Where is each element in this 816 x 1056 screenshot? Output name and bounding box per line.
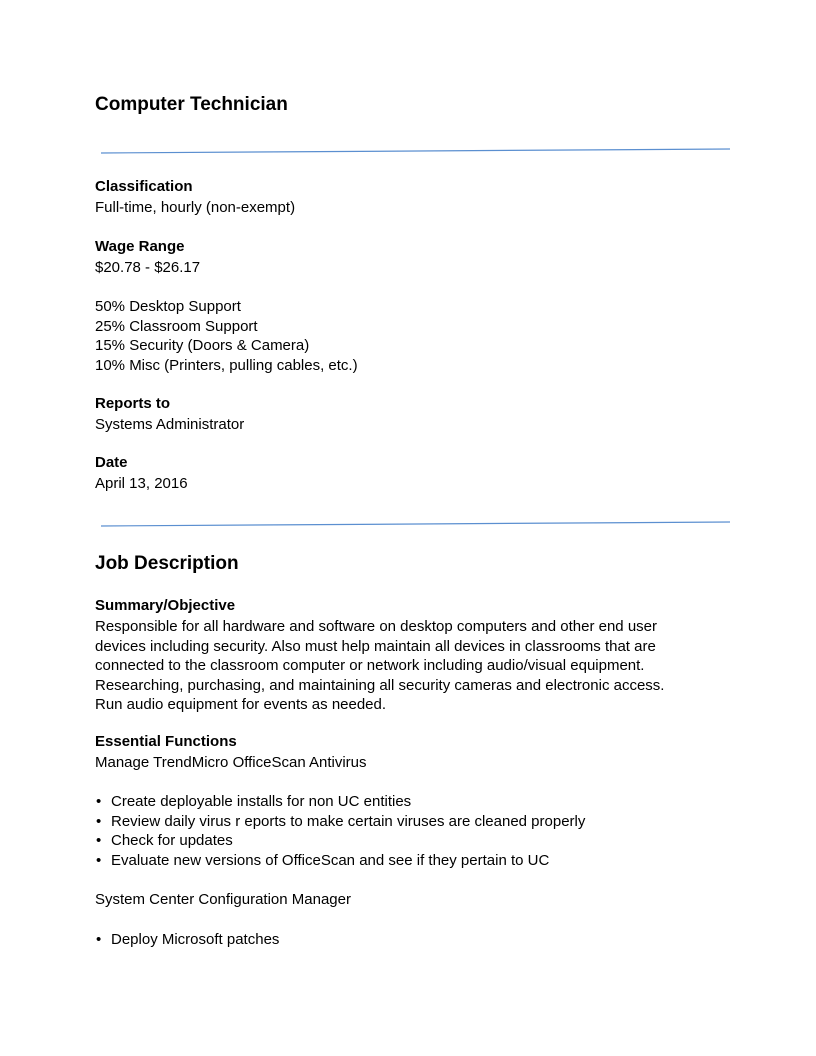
summary-label: Summary/Objective: [95, 597, 236, 614]
list-item: • Create deployable installs for non UC entities: [96, 793, 412, 810]
summary-line: connected to the classroom computer or network including audio/visual equipment.: [95, 657, 645, 675]
bullet-icon: •: [96, 832, 102, 850]
summary-line: Run audio equipment for events as needed.: [95, 696, 387, 714]
group2-bullet-list: [95, 930, 279, 950]
bullet-icon: •: [96, 851, 102, 869]
date-label: Date: [95, 454, 128, 471]
list-item: • Review daily virus r eports to make certain viruses are cleaned properly: [96, 812, 586, 830]
summary-line: Responsible for all hardware and software on desktop computers and other end user: [95, 618, 657, 635]
divider-middle: [100, 521, 731, 527]
list-item: • Check for updates: [96, 832, 233, 850]
wage-range-label: Wage Range: [95, 238, 185, 255]
divider-top: [100, 148, 731, 154]
allocation-list: [95, 297, 358, 375]
list-item: • Deploy Microsoft patches: [96, 931, 280, 948]
date-value: April 13, 2016: [95, 475, 188, 492]
list-item: • Evaluate new versions of OfficeScan and see if they pertain to UC: [96, 851, 550, 869]
group2-title: System Center Configuration Manager: [95, 891, 351, 908]
classification-value: Full-time, hourly (non-exempt): [95, 199, 296, 216]
page-title: Computer Technician: [95, 94, 288, 115]
group1-bullet-list: [95, 792, 585, 870]
group1-title: Manage TrendMicro OfficeScan Antivirus: [95, 754, 367, 771]
bullet-icon: •: [96, 812, 102, 830]
reports-to-value: Systems Administrator: [95, 416, 245, 433]
summary-line: Researching, purchasing, and maintaining all security cameras and electronic access.: [95, 676, 665, 694]
summary-line: devices including security. Also must help maintain all devices in classrooms that are: [95, 637, 656, 655]
essential-functions-label: Essential Functions: [95, 733, 237, 750]
job-description-title: Job Description: [95, 553, 239, 574]
summary-paragraph: [95, 617, 695, 715]
allocation-item: 25% Classroom Support: [95, 317, 258, 335]
bullet-icon: •: [96, 931, 102, 948]
classification-label: Classification: [95, 178, 193, 195]
allocation-item: 15% Security (Doors & Camera): [95, 337, 310, 354]
reports-to-label: Reports to: [95, 395, 170, 412]
bullet-icon: •: [96, 793, 102, 810]
allocation-item: 10% Misc (Printers, pulling cables, etc.): [95, 356, 358, 374]
wage-range-value: $20.78 - $26.17: [95, 259, 201, 276]
allocation-item: 50% Desktop Support: [95, 298, 241, 315]
